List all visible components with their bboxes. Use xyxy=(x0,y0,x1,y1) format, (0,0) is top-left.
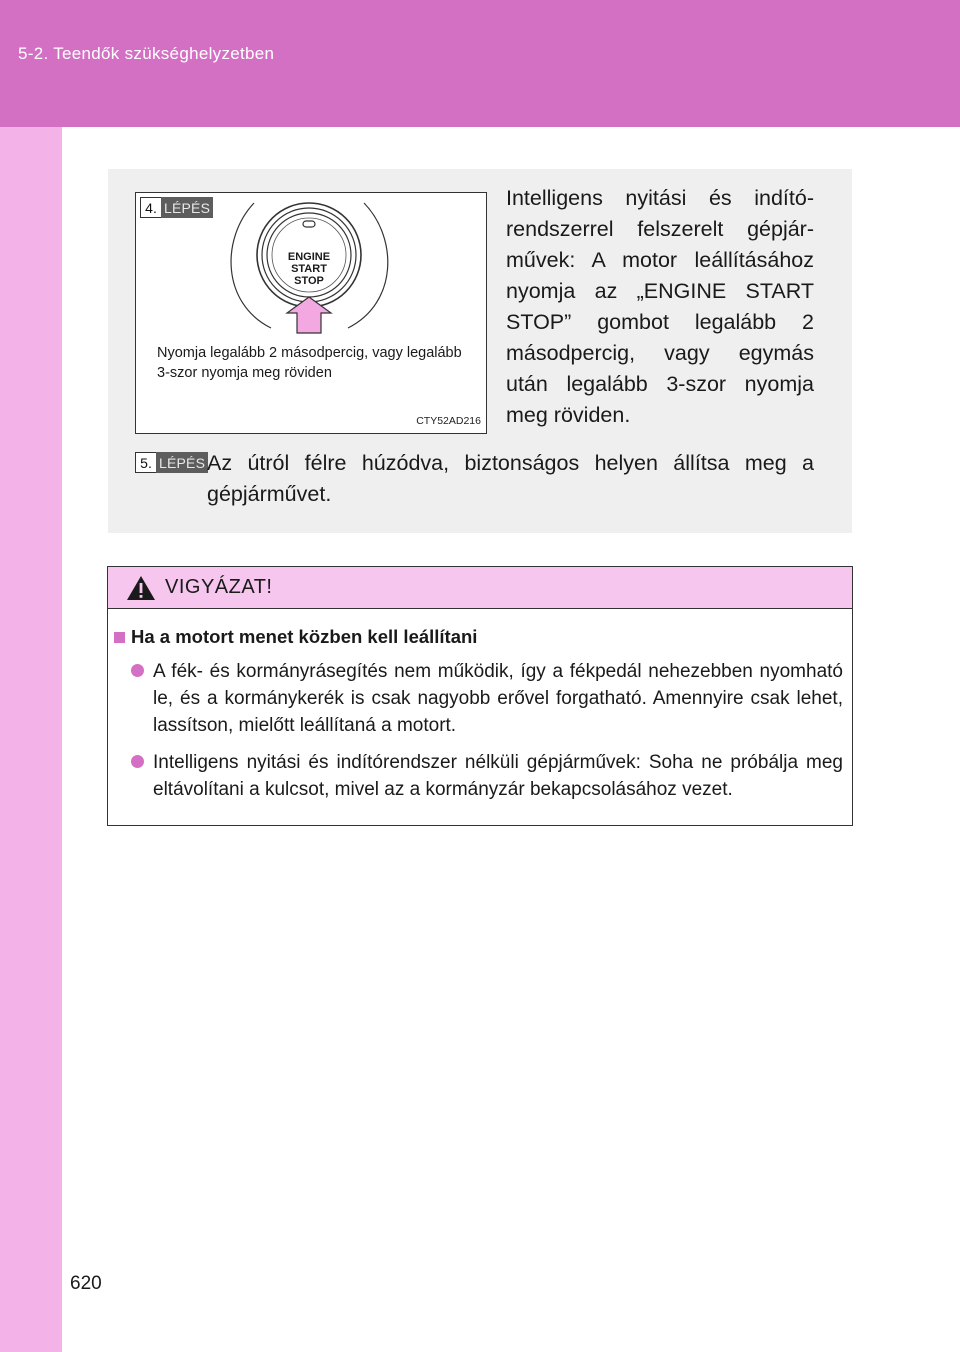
button-label-start: START xyxy=(291,263,327,275)
warning-bullet-2 xyxy=(131,749,843,803)
step4-badge-label: LÉPÉS xyxy=(161,197,213,218)
step5-text: Az útról félre húzódva, biztonságos helyen állítsa meg a gépjárművet. xyxy=(207,451,814,506)
warning-bullet-1-text: A fék- és kormányrásegítés nem működik, így a fékpedál nehezebben nyomható le, és a kormánykerék is csak nagyobb erővel forgatható. Amennyire csak lehet, lassítson, mielőtt leállítaná a motort. xyxy=(153,661,843,736)
warning-bullet-2-text: Intelligens nyitási és indítórendszer nélküli gépjárművek: Soha ne próbálja meg eltávolítani a kulcsot, mivel az a kormányzár bekapcsolásához vezet. xyxy=(153,752,843,800)
step4-text: Intelligens nyitási és indító-rendszerrel felszerelt gépjár-művek: A motor leállításához nyomja az „ENGINE START STOP” gombot legalább 2 másodpercig, vagy egymás után legalább 3-szor nyomja meg röviden. xyxy=(506,186,814,427)
side-band xyxy=(0,127,62,1352)
warning-triangle-icon xyxy=(126,575,156,601)
figure-code: CTY52AD216 xyxy=(416,415,481,427)
step4-figure xyxy=(135,192,487,434)
warning-title: VIGYÁZAT! xyxy=(165,576,273,598)
header-band xyxy=(0,0,960,127)
warning-subheading xyxy=(114,626,477,648)
button-label-stop: STOP xyxy=(294,275,324,287)
figure-caption: Nyomja legalább 2 másodpercig, vagy legalább 3-szor nyomja meg röviden xyxy=(157,345,462,381)
section-title: 5-2. Teendők szükséghelyzetben xyxy=(18,44,275,63)
square-bullet-icon xyxy=(114,632,125,643)
page-number: 620 xyxy=(70,1273,102,1294)
bullet-dot-icon xyxy=(131,664,144,677)
warning-subheading-text: Ha a motort menet közben kell leállítani xyxy=(131,626,478,647)
warning-bullet-1 xyxy=(131,658,843,739)
bullet-dot-icon xyxy=(131,755,144,768)
step5-badge xyxy=(135,452,208,473)
warning-box xyxy=(107,566,853,826)
step4-number: 4. xyxy=(140,197,161,218)
warning-header xyxy=(108,567,852,609)
step5-badge-label: LÉPÉS xyxy=(156,452,208,473)
procedure-box xyxy=(108,169,852,533)
step5-number: 5. xyxy=(135,452,156,473)
button-label-engine: ENGINE xyxy=(287,251,331,263)
